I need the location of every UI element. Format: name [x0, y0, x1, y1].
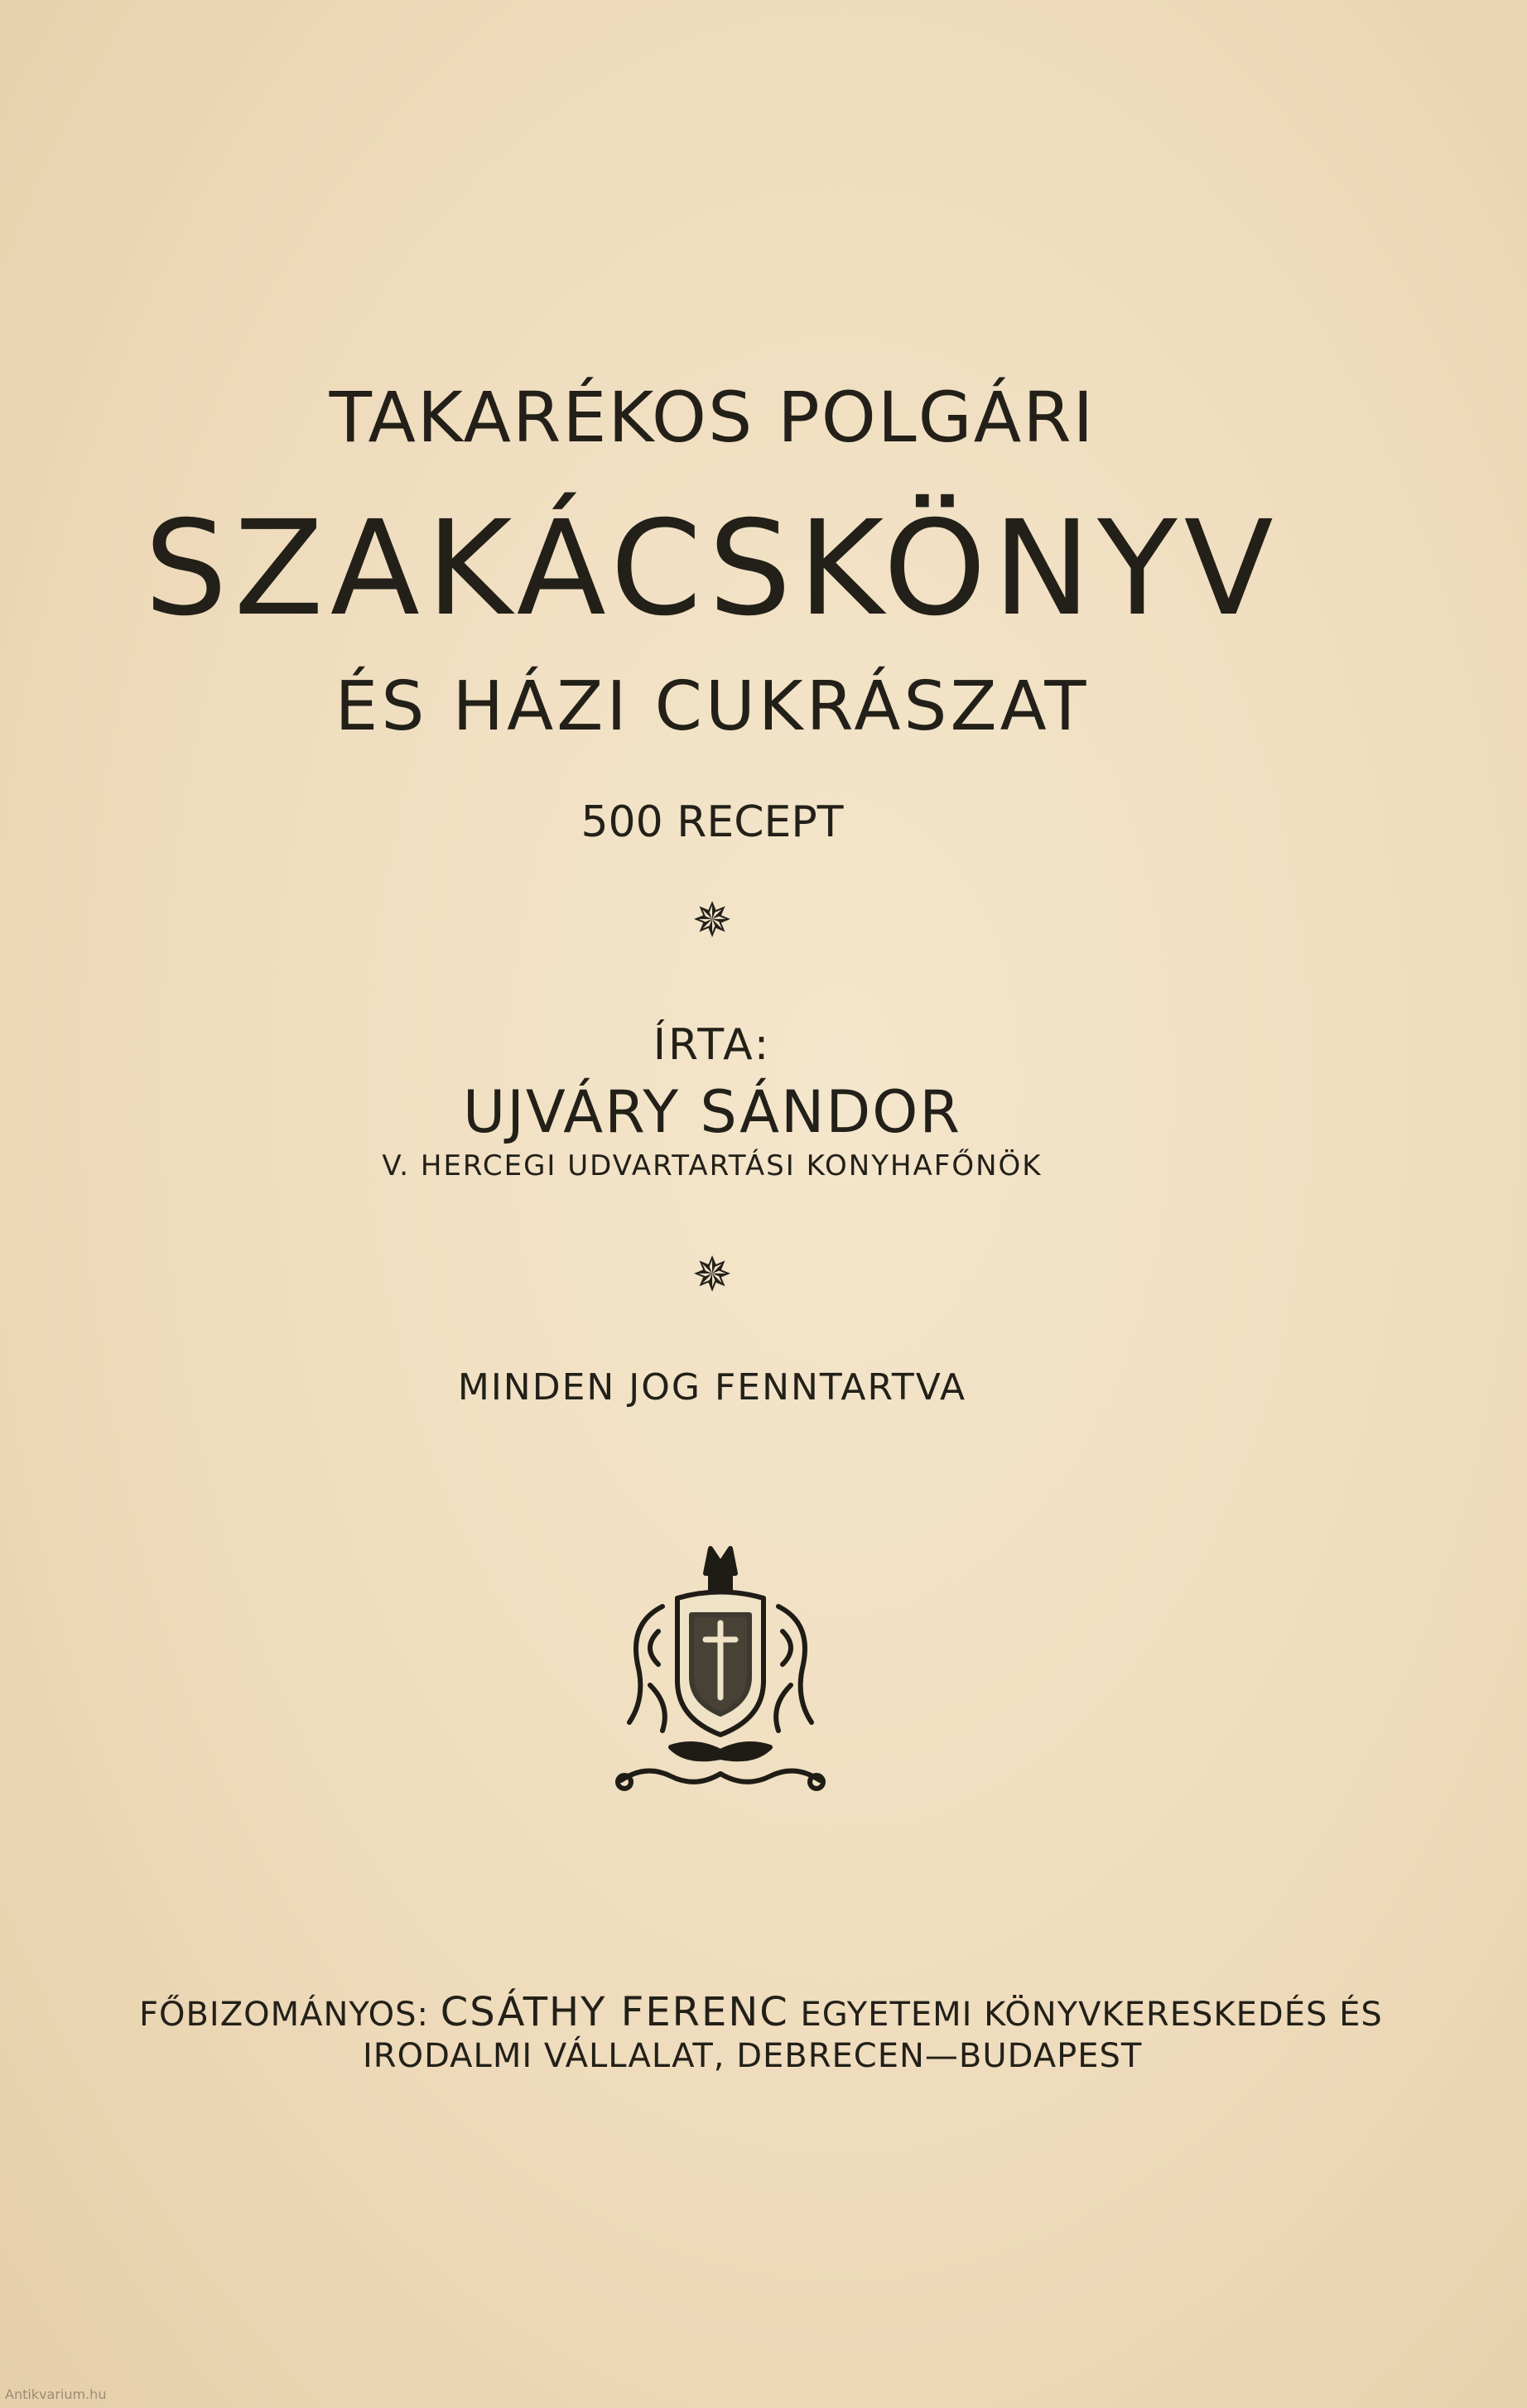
- title-line-1: TAKARÉKOS POLGÁRI: [329, 377, 1096, 458]
- subtitle: ÉS HÁZI CUKRÁSZAT: [335, 667, 1090, 746]
- star-ornament-icon: ✵: [691, 1246, 733, 1303]
- author-name: UJVÁRY SÁNDOR: [463, 1078, 961, 1146]
- publisher-line-1: [139, 1989, 1383, 2035]
- publisher-description: EGYETEMI KÖNYVKERESKEDÉS ÉS: [800, 1996, 1383, 2034]
- author-title: V. HERCEGI UDVARTARTÁSI KONYHAFŐNÖK: [382, 1149, 1043, 1182]
- publisher-name: CSÁTHY FERENC: [440, 1989, 789, 2035]
- rights-notice: MINDEN JOG FENNTARTVA: [457, 1366, 967, 1409]
- main-title: SZAKÁCSKÖNYV: [144, 493, 1280, 645]
- publisher-line-2: IRODALMI VÁLLALAT, DEBRECEN—BUDAPEST: [363, 2037, 1143, 2075]
- publisher-label: FŐBIZOMÁNYOS:: [139, 1996, 430, 2034]
- written-by-label: ÍRTA:: [653, 1020, 772, 1070]
- coat-of-arms-icon: [613, 1540, 828, 1805]
- star-ornament-icon: ✵: [691, 892, 733, 948]
- watermark: Antikvarium.hu: [5, 2386, 107, 2402]
- recipe-count: 500 RECEPT: [580, 797, 844, 847]
